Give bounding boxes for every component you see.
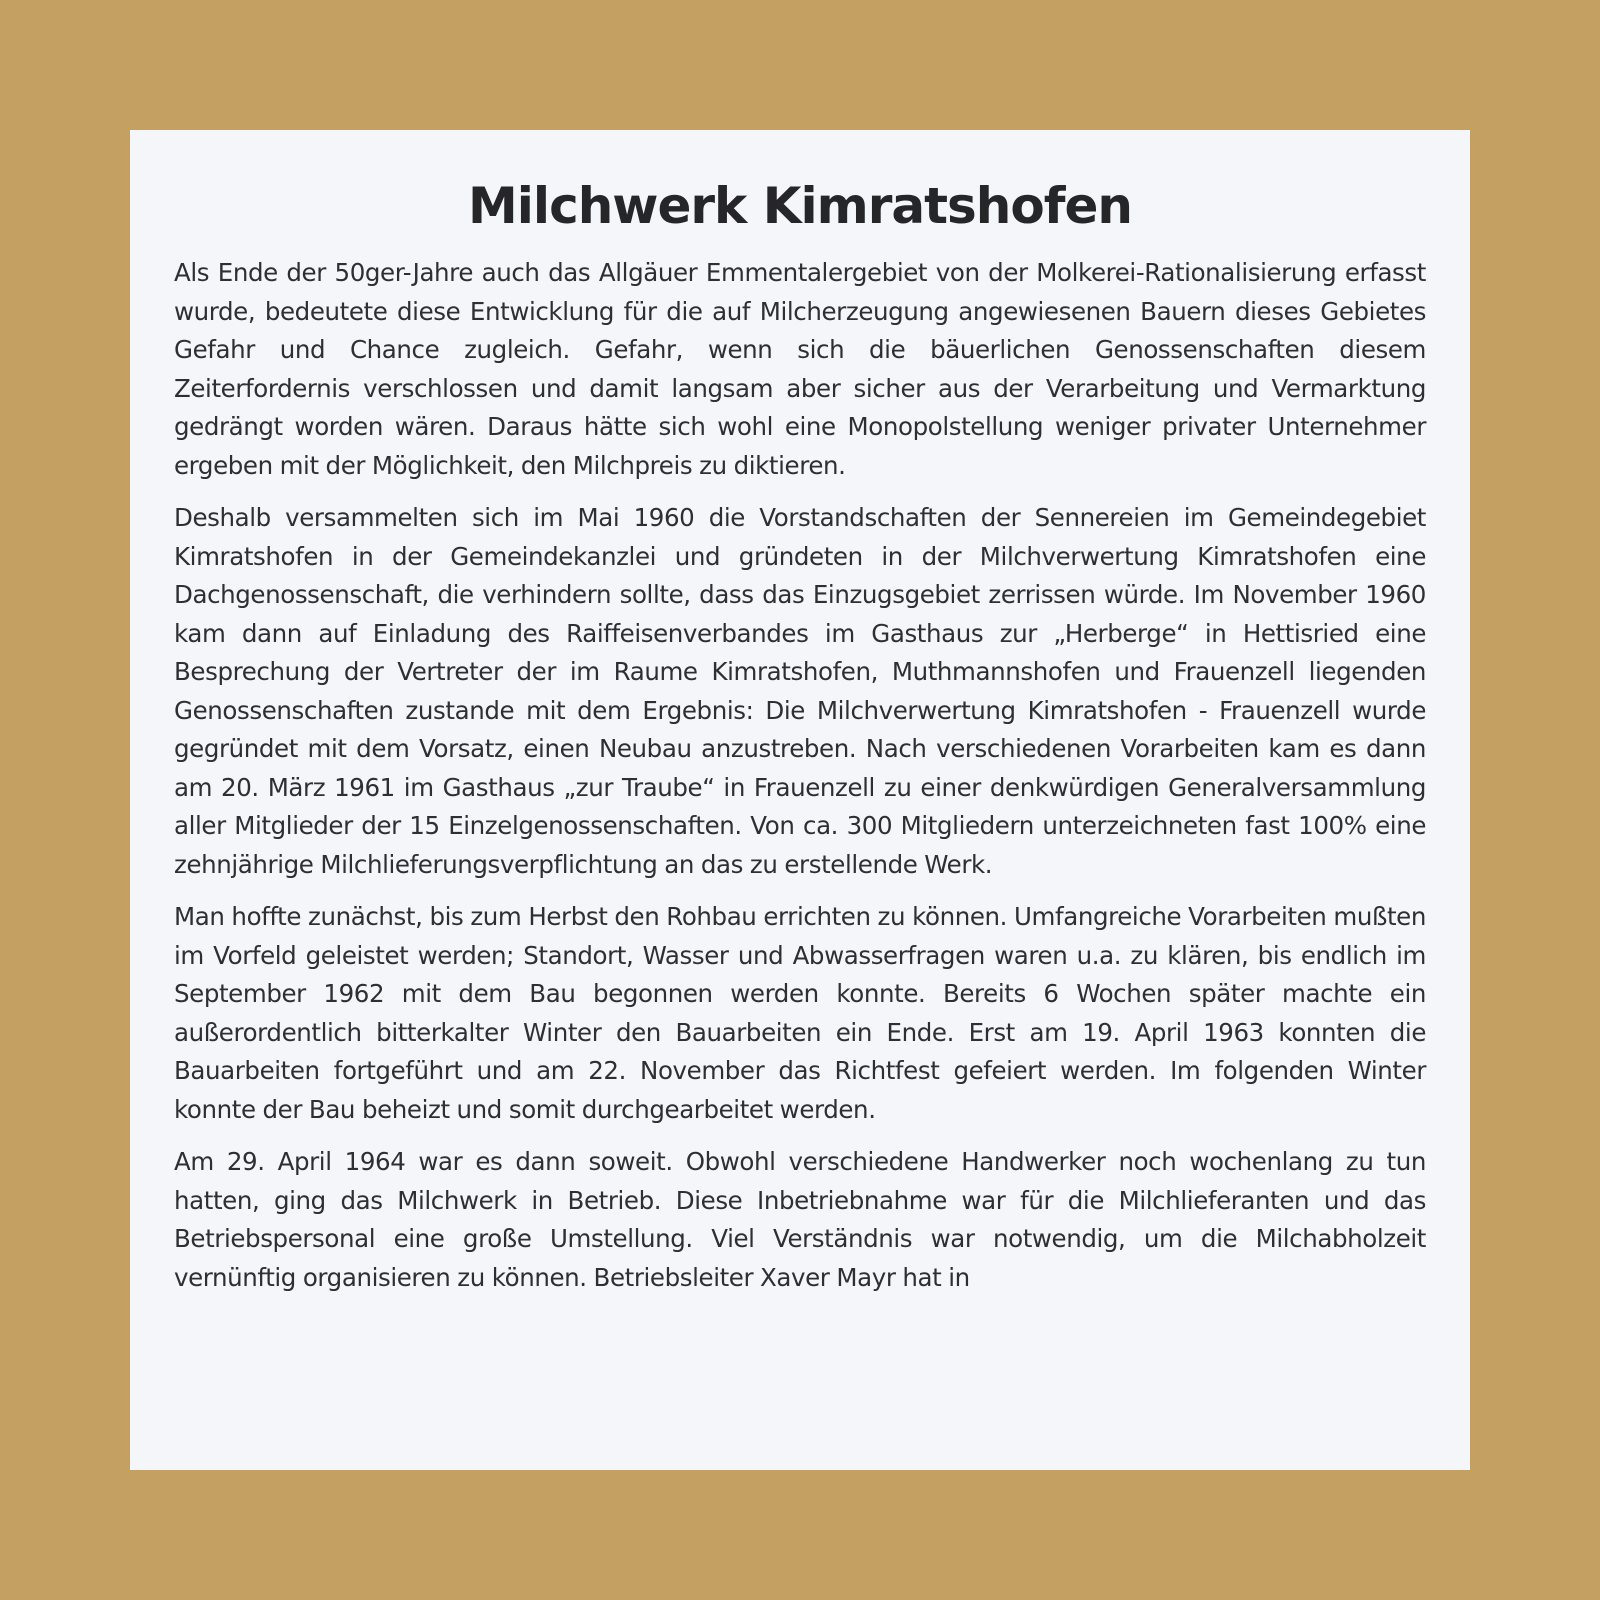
document-page xyxy=(130,130,1470,1470)
paragraph-1: Als Ende der 50ger-Jahre auch das Allgäuer Emmentalergebiet von der Molkerei-Rationalisierung erfasst wurde, bedeutete diese Entwicklung für die auf Milcherzeugung angewiesenen Bauern dieses Gebietes Gefahr und Chance zugleich. Gefahr, wenn sich die bäuerlichen Genossenschaften diesem Zeiterfordernis verschlossen und damit langsam aber sicher aus der Verarbeitung und Vermarktung gedrängt worden wären. Daraus hätte sich wohl eine Monopolstellung weniger privater Unternehmer ergeben mit der Möglichkeit, den Milchpreis zu diktieren. xyxy=(174,258,1426,480)
paragraph-2: Deshalb versammelten sich im Mai 1960 die Vorstandschaften der Sennereien im Gemeindegebiet Kimratshofen in der Gemeindekanzlei und gründeten in der Milchverwertung Kimratshofen eine Dachgenossenschaft, die verhindern sollte, dass das Einzugsgebiet zerrissen würde. Im November 1960 kam dann auf Einladung des Raiffeisenverbandes im Gasthaus zur „Herberge“ in Hettisried eine Besprechung der Vertreter der im Raume Kimratshofen, Muthmannshofen und Frauenzell liegenden Genossenschaften zustande mit dem Ergebnis: Die Milchverwertung Kimratshofen - Frauenzell wurde gegründet mit dem Vorsatz, einen Neubau anzustreben. Nach verschiedenen Vorarbeiten kam es dann am 20. März 1961 im Gasthaus „zur Traube“ in Frauenzell zu einer denkwürdigen Generalversammlung aller Mitglieder der 15 Einzelgenossenschaften. Von ca. 300 Mitgliedern unterzeichneten fast 100% eine zehnjährige Milchlieferungsverpflichtung an das zu erstellende Werk. xyxy=(174,503,1426,879)
article-body xyxy=(174,254,1426,1297)
paragraph-4: Am 29. April 1964 war es dann soweit. Obwohl verschiedene Handwerker noch wochenlang zu tun hatten, ging das Milchwerk in Betrieb. Diese Inbetriebnahme war für die Milchlieferanten und das Betriebspersonal eine große Umstellung. Viel Verständnis war notwendig, um die Milchabholzeit vernünftig organisieren zu können. Betriebsleiter Xaver Mayr hat in xyxy=(174,1147,1426,1292)
paragraph-3: Man hoffte zunächst, bis zum Herbst den Rohbau errichten zu können. Umfangreiche Vorarbeiten mußten im Vorfeld geleistet werden; Standort, Wasser und Abwasserfragen waren u.a. zu klären, bis endlich im September 1962 mit dem Bau begonnen werden konnte. Bereits 6 Wochen später machte ein außerordentlich bitterkalter Winter den Bauarbeiten ein Ende. Erst am 19. April 1963 konnten die Bauarbeiten fortgeführt und am 22. November das Richtfest gefeiert werden. Im folgenden Winter konnte der Bau beheizt und somit durchgearbeitet werden. xyxy=(174,902,1426,1124)
page-title: Milchwerk Kimratshofen xyxy=(468,177,1132,235)
